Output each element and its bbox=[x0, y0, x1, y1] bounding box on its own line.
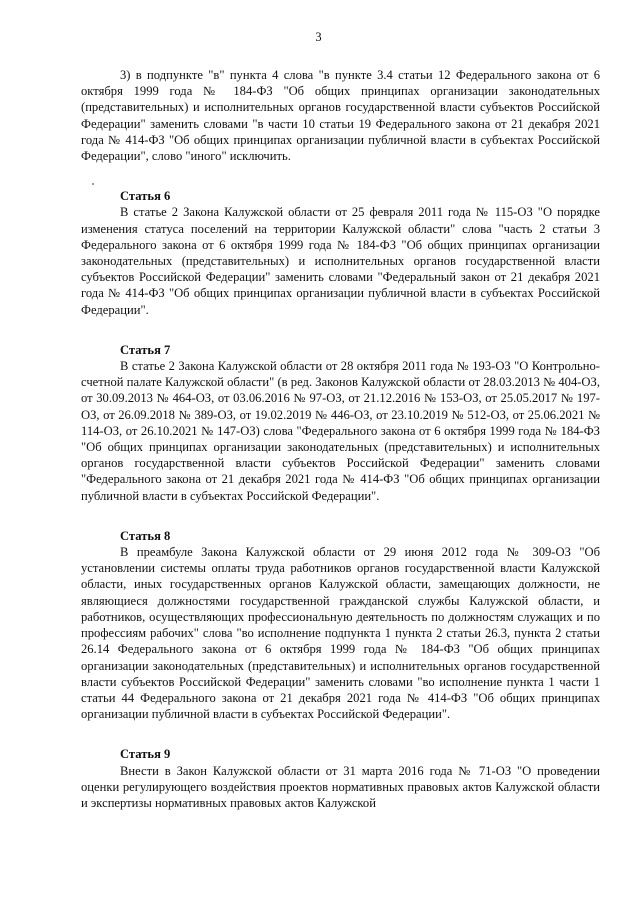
article-7-text: В статье 2 Закона Калужской области от 28 октября 2011 года № 193-ОЗ "О Контрольно-счетной палате Калужской области" (в ред. Законов Калужской области от 28.03.2013 № 404-ОЗ, от 30.09.2013 № 464-ОЗ, от 03.06.2016 № 97-ОЗ, от 21.12.2016 № 153-ОЗ, от 25.05.2017 № 197-ОЗ, от 26.09.2018 № 389-ОЗ, от 19.02.2019 № 446-ОЗ, от 23.10.2019 № 512-ОЗ, от 25.06.2021 № 114-ОЗ, от 26.10.2021 № 147-ОЗ) слова "Федерального закона от 6 октября 1999 года № 184-ФЗ "Об общих принципах организации законодательных (представительных) и исполнительных органов государственной власти субъектов Российской Федерации" заменить словами "Федерального закона от 21 декабря 2021 года № 414-ФЗ "Об общих принципах организации публичной власти в субъектах Российской Федерации". bbox=[81, 359, 600, 503]
article-9-text: Внести в Закон Калужской области от 31 марта 2016 года № 71-ОЗ "О проведении оценки регулирующего воздействия проектов нормативных правовых актов Калужской области и экспертизы нормативных правовых актов Калужской bbox=[81, 763, 600, 810]
article-9-title: Статья 9 bbox=[120, 747, 171, 762]
article-7-title: Статья 7 bbox=[120, 342, 171, 357]
article-6-title: Статья 6 bbox=[120, 189, 171, 204]
article-6-text: В статье 2 Закона Калужской области от 25 февраля 2011 года № 115-ОЗ "О порядке изменения статуса поселений на территории Калужской области" слова "часть 2 статьи 3 Федерального закона от 6 октября 1999 года № 184-ФЗ "Об общих принципах организации законодательных (представительных) и исполнительных органов государственной власти субъектов Российской Федерации" заменить словами "Федеральный закон от 21 декабря 2021 года № 414-ФЗ "Об общих принципах организации публичной власти в субъектах Российской Федерации". bbox=[81, 205, 600, 317]
page-number: 3 bbox=[315, 30, 322, 44]
scan-speck bbox=[92, 183, 94, 185]
article-8-text: В преамбуле Закона Калужской области от 29 июня 2012 года № 309-ОЗ "Об установлении системы оплаты труда работников органов государственной власти Калужской области, иных государственных органов Калужской области, замещающих должности, не являющиеся должностями государственной гражданской службы Калужской области, и работников, осуществляющих профессиональную деятельность по должностям служащих и по профессиям рабочих" слова "во исполнение подпункта 1 пункта 2 статьи 26.3, пункта 2 статьи 26.14 Федерального закона от 6 октября 1999 года № 184-ФЗ "Об общих принципах организации законодательных (представительных) и исполнительных органов государственной власти субъектов Российской Федерации" заменить словами "во исполнение пункта 1 части 1 статьи 44 Федерального закона от 21 декабря 2021 года № 414-ФЗ "Об общих принципах организации публичной власти в субъектах Российской Федерации". bbox=[81, 545, 600, 722]
article-8-title: Статья 8 bbox=[120, 528, 171, 543]
intro-paragraph: 3) в подпункте "в" пункта 4 слова "в пункте 3.4 статьи 12 Федерального закона от 6 октября 1999 года № 184-ФЗ "Об общих принципах организации законодательных (представительных) и исполнительных органов государственной власти субъектов Российской Федерации" заменить словами "в части 10 статьи 19 Федерального закона от 21 декабря 2021 года № 414-ФЗ "Об общих принципах организации публичной власти в субъектах Российской Федерации", слово "иного" исключить. bbox=[81, 68, 600, 164]
